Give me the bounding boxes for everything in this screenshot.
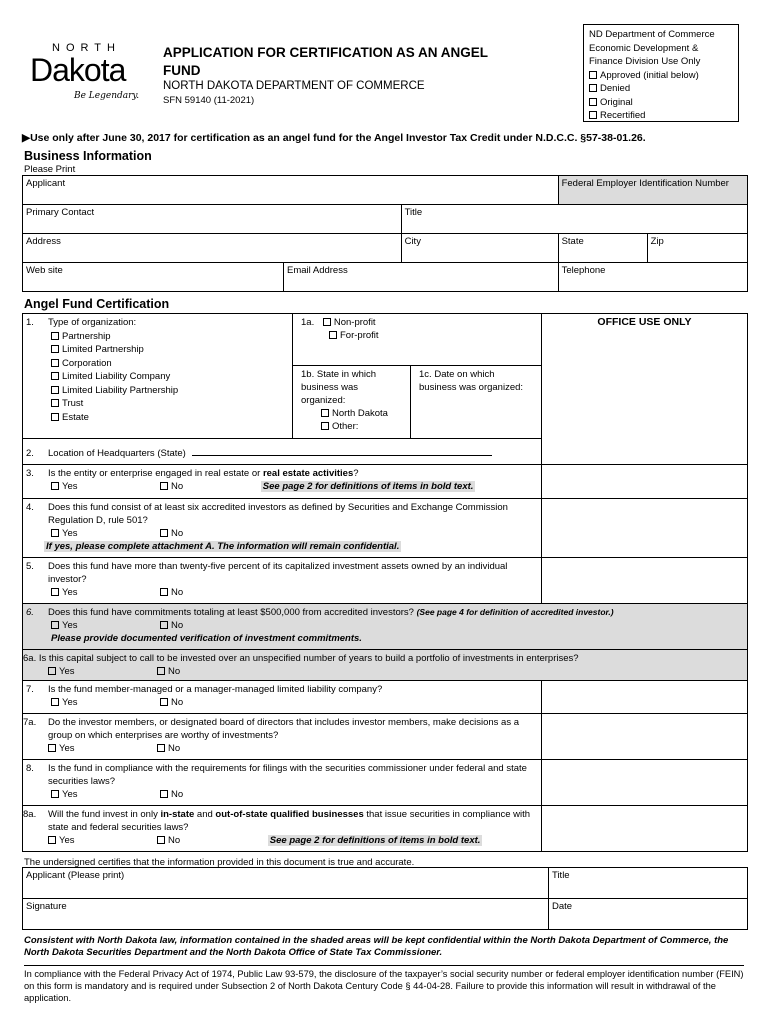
- no-label: No: [171, 587, 184, 598]
- yes-label: Yes: [59, 743, 75, 754]
- logo-dakota-text: Dakota: [30, 52, 126, 88]
- q3-number: 3.: [26, 468, 34, 479]
- q5-no-checkbox[interactable]: [160, 588, 168, 596]
- applicant-label: Applicant: [26, 178, 66, 189]
- q6-note: Please provide documented verification of investment commitments.: [51, 633, 362, 644]
- q8a-office-cell: [542, 806, 748, 852]
- q6a-text: Is this capital subject to call to be invested over an unspecified number of years to build a portfolio of investments in enterprises?: [38, 653, 579, 664]
- q6a-number: 6a.: [23, 653, 37, 664]
- office-use-box: [583, 24, 739, 122]
- q4-number: 4.: [26, 502, 34, 513]
- certification-statement: The undersigned certifies that the information provided in this document is true and accurate.: [24, 857, 415, 868]
- q3-no-checkbox[interactable]: [160, 482, 168, 490]
- privacy-act-notice: In compliance with the Federal Privacy Act of 1974, Public Law 93-579, the disclosure of the taxpayer’s social security number or federal employer identification number (FEIN) on this form is mandatory and is required under Subsection 2 of North Dakota Century Code § 44-04-28. Failure to provide this information will result in withdrawal of the application.: [24, 965, 744, 1004]
- q6-yes-checkbox[interactable]: [51, 621, 59, 629]
- yes-label: Yes: [59, 835, 75, 846]
- option-label: Other:: [332, 421, 359, 432]
- state-label: State: [561, 236, 584, 247]
- q5-text: Does this fund have more than twenty-five percent of its capitalized investment assets owned by an individual investor?: [48, 561, 508, 585]
- q1-cell: [23, 314, 293, 439]
- q2-cell: [23, 439, 542, 465]
- q6-text: Does this fund have commitments totaling at least $500,000 from accredited investors?: [48, 607, 417, 618]
- q7-number: 7.: [26, 684, 34, 695]
- q3-note: See page 2 for definitions of items in bold text.: [262, 481, 474, 492]
- email-label: Email Address: [287, 265, 348, 276]
- q7a-text: Do the investor members, or designated board of directors that includes investor members, make decisions as a group on which enterprises are worthy of investments?: [48, 717, 520, 741]
- q8a-bold-term: in-state: [160, 809, 195, 820]
- option-label: North Dakota: [332, 408, 388, 419]
- no-label: No: [168, 666, 181, 677]
- q8a-text: that issue securities in compliance with state and federal securities laws?: [48, 809, 531, 833]
- q4-text: Does this fund consist of at least six accredited investors as defined by Securities and Exchange Commission Regulation D, rule 501?: [48, 502, 508, 526]
- q6-cell: [23, 604, 748, 650]
- q7-no-checkbox[interactable]: [160, 698, 168, 706]
- yes-label: Yes: [62, 620, 78, 631]
- denied-label: Denied: [600, 83, 631, 94]
- q6-number: 6.: [26, 607, 34, 618]
- q8-office-cell: [542, 760, 748, 806]
- q1b-text: State in which business was organized:: [301, 369, 377, 406]
- q7a-office-cell: [542, 714, 748, 760]
- forprofit-checkbox[interactable]: [329, 331, 337, 339]
- option-label: Limited Partnership: [62, 344, 144, 355]
- estate-checkbox[interactable]: [51, 413, 59, 421]
- q4-office-cell: [542, 499, 748, 558]
- office-use-only-cell: [542, 314, 748, 465]
- option-label: Corporation: [62, 357, 112, 369]
- limited-partnership-checkbox[interactable]: [51, 345, 59, 353]
- signature-title-label: Title: [552, 870, 570, 881]
- address-field[interactable]: [23, 234, 402, 263]
- corporation-checkbox[interactable]: [51, 359, 59, 367]
- option-label: Trust: [62, 398, 84, 409]
- q6a-no-checkbox[interactable]: [157, 667, 165, 675]
- city-label: City: [404, 236, 421, 247]
- telephone-field[interactable]: [558, 263, 747, 292]
- q7-office-cell: [542, 681, 748, 714]
- no-label: No: [171, 528, 184, 539]
- q3-text: Is the entity or enterprise engaged in real estate or: [48, 468, 263, 479]
- q5-number: 5.: [26, 561, 34, 572]
- q2-number: 2.: [26, 447, 34, 459]
- q7a-cell: [23, 714, 542, 760]
- yes-label: Yes: [62, 697, 78, 708]
- office-box-line: Economic Development &: [589, 42, 699, 54]
- q7a-yes-checkbox[interactable]: [48, 744, 56, 752]
- email-field[interactable]: [284, 263, 559, 292]
- q8a-no-checkbox[interactable]: [157, 836, 165, 844]
- denied-checkbox[interactable]: [589, 84, 597, 92]
- q5-cell: [23, 558, 542, 604]
- no-label: No: [171, 697, 184, 708]
- usage-notice: ▶Use only after June 30, 2017 for certification as an angel fund for the Angel Investor Tax Credit under N.D.C.C. §57-38-01.26.: [22, 132, 646, 144]
- approved-checkbox[interactable]: [589, 71, 597, 79]
- state-field[interactable]: [558, 234, 647, 263]
- q7-yes-checkbox[interactable]: [51, 698, 59, 706]
- q3-cell: [23, 465, 542, 499]
- signature-title-field[interactable]: [549, 868, 748, 899]
- date-field[interactable]: [549, 899, 748, 930]
- original-label: Original: [600, 96, 633, 108]
- certification-heading: Angel Fund Certification: [24, 297, 170, 311]
- q8-text: Is the fund in compliance with the requirements for filings with the securities commissioner under federal and state securities laws?: [48, 763, 527, 787]
- option-label: Non-profit: [333, 317, 376, 328]
- option-label: Partnership: [62, 330, 111, 342]
- office-box-line: ND Department of Commerce: [589, 29, 715, 40]
- option-label: Limited Liability Company: [62, 371, 171, 382]
- signature-label: Signature: [26, 901, 67, 912]
- other-state-checkbox[interactable]: [321, 422, 329, 430]
- title-field[interactable]: [401, 205, 747, 234]
- q8a-text: Will the fund invest in only: [48, 809, 161, 820]
- logo-north-text: NORTH: [52, 42, 121, 54]
- q7a-no-checkbox[interactable]: [157, 744, 165, 752]
- q8-number: 8.: [26, 763, 34, 774]
- north-dakota-checkbox[interactable]: [321, 409, 329, 417]
- certification-table: [22, 313, 748, 852]
- fein-label: Federal Employer Identification Number: [561, 178, 729, 189]
- zip-label: Zip: [650, 236, 664, 247]
- q3-yes-checkbox[interactable]: [51, 482, 59, 490]
- please-print-label: Please Print: [24, 164, 76, 175]
- signature-field[interactable]: [23, 899, 549, 930]
- q8-cell: [23, 760, 542, 806]
- q5-office-cell: [542, 558, 748, 604]
- q8-no-checkbox[interactable]: [160, 790, 168, 798]
- q1b-number: 1b.: [301, 369, 315, 380]
- nonprofit-checkbox[interactable]: [323, 318, 331, 326]
- office-use-only-label: OFFICE USE ONLY: [597, 316, 692, 328]
- llp-checkbox[interactable]: [51, 386, 59, 394]
- q6a-yes-checkbox[interactable]: [48, 667, 56, 675]
- q3-bold-term: real estate activities: [262, 468, 354, 479]
- original-checkbox[interactable]: [589, 98, 597, 106]
- q4-note: If yes, please complete attachment A. The information will remain confidential.: [46, 541, 400, 552]
- recertified-checkbox[interactable]: [589, 111, 597, 119]
- no-label: No: [171, 481, 184, 492]
- primary-contact-label: Primary Contact: [26, 207, 95, 218]
- no-label: No: [168, 743, 181, 754]
- q6-no-checkbox[interactable]: [160, 621, 168, 629]
- business-info-heading: Business Information: [24, 149, 152, 163]
- q3-end: ?: [353, 468, 359, 479]
- yes-label: Yes: [62, 481, 78, 492]
- q1c-number: 1c.: [419, 369, 432, 380]
- form-title: APPLICATION FOR CERTIFICATION AS AN ANGEL FUND: [163, 45, 488, 78]
- logo-tagline: Be Legendary.: [74, 91, 140, 101]
- yes-label: Yes: [62, 587, 78, 598]
- yes-label: Yes: [59, 666, 75, 677]
- q7a-number: 7a.: [23, 717, 37, 728]
- q8-yes-checkbox[interactable]: [51, 790, 59, 798]
- q4-no-checkbox[interactable]: [160, 529, 168, 537]
- recertified-label: Recertified: [600, 110, 646, 121]
- q6-paren-note: (See page 4 for definition of accredited investor.): [416, 607, 614, 617]
- q8a-bold-term: out-of-state qualified businesses: [215, 809, 364, 820]
- primary-contact-field[interactable]: [23, 205, 402, 234]
- q1-number: 1.: [26, 317, 34, 328]
- website-field[interactable]: [23, 263, 284, 292]
- q7-cell: [23, 681, 542, 714]
- signature-table: [22, 867, 748, 930]
- no-label: No: [171, 789, 184, 800]
- q4-cell: [23, 499, 542, 558]
- city-field[interactable]: [401, 234, 558, 263]
- q1-text: Type of organization:: [48, 317, 137, 328]
- q1a-q1c-cell: [293, 314, 542, 439]
- title-label: Title: [404, 207, 423, 218]
- q1c-text: Date on which business was organized:: [419, 369, 524, 393]
- yes-label: Yes: [62, 789, 78, 800]
- q5-yes-checkbox[interactable]: [51, 588, 59, 596]
- q4-yes-checkbox[interactable]: [51, 529, 59, 537]
- q8a-number: 8a.: [23, 809, 37, 820]
- zip-field[interactable]: [647, 234, 747, 263]
- hq-state-input[interactable]: [192, 445, 492, 456]
- no-label: No: [171, 620, 184, 631]
- date-label: Date: [552, 901, 573, 912]
- telephone-label: Telephone: [561, 265, 606, 276]
- business-info-table: [22, 175, 748, 292]
- q8a-text: and: [194, 809, 216, 820]
- q3-office-cell: [542, 465, 748, 499]
- fein-field[interactable]: [558, 176, 747, 205]
- applicant-field[interactable]: [23, 176, 559, 205]
- q8a-yes-checkbox[interactable]: [48, 836, 56, 844]
- yes-label: Yes: [62, 528, 78, 539]
- q8a-cell: [23, 806, 542, 852]
- applicant-print-label: Applicant (Please print): [26, 870, 125, 881]
- q2-text: Location of Headquarters (State): [48, 447, 186, 459]
- approved-label: Approved (initial below): [600, 69, 699, 81]
- applicant-print-field[interactable]: [23, 868, 549, 899]
- website-label: Web site: [26, 265, 63, 276]
- trust-checkbox[interactable]: [51, 399, 59, 407]
- option-label: Limited Liability Partnership: [62, 384, 179, 396]
- q1a-number: 1a.: [301, 317, 315, 328]
- partnership-checkbox[interactable]: [51, 332, 59, 340]
- q8a-note: See page 2 for definitions of items in bold text.: [269, 835, 481, 846]
- q7-text: Is the fund member-managed or a manager-managed limited liability company?: [48, 684, 383, 695]
- department-name: NORTH DAKOTA DEPARTMENT OF COMMERCE: [163, 80, 425, 92]
- office-box-line: Finance Division Use Only: [589, 56, 701, 67]
- llc-checkbox[interactable]: [51, 372, 59, 380]
- address-label: Address: [26, 236, 61, 247]
- confidentiality-notice: Consistent with North Dakota law, information contained in the shaded areas will be kept confidential within the North Dakota Department of Commerce, the North Dakota Securities Department and the North Dakota Office of State Tax Commissioner.: [24, 935, 729, 958]
- q6a-cell: [23, 650, 748, 681]
- option-label: For-profit: [340, 330, 379, 341]
- no-label: No: [168, 835, 181, 846]
- form-number: SFN 59140 (11-2021): [163, 95, 255, 106]
- option-label: Estate: [62, 411, 89, 423]
